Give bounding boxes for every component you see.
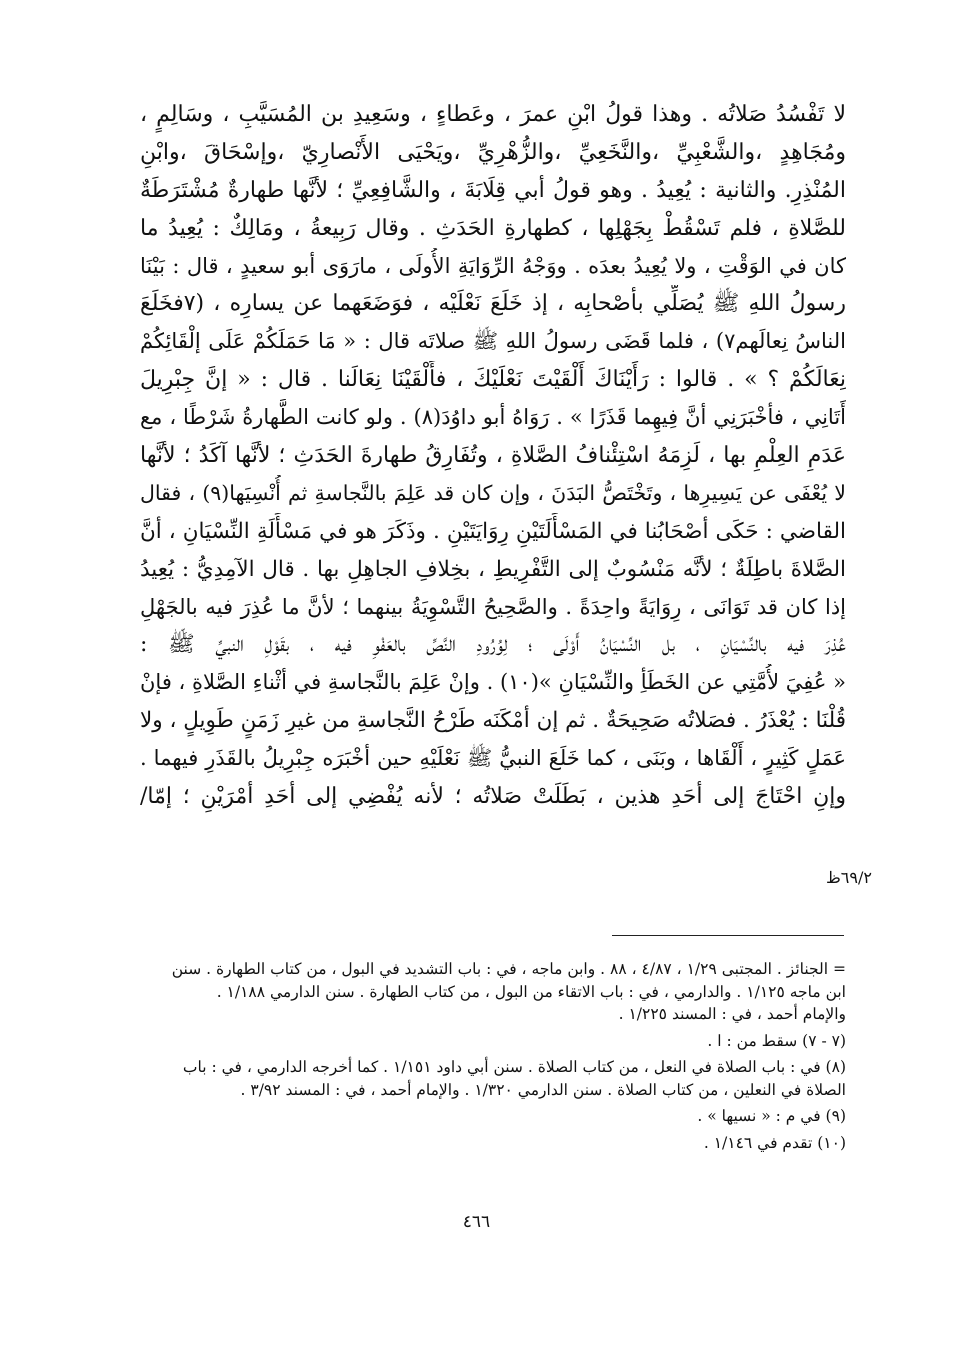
footnote-line: = الجنائز . المجتبى ١/٢٩ ، ٤/٨٧ ، ٨٨ . وابن ماجه ، في : باب التشديد في البول ، من كتاب الطهارة . سنن <box>171 960 846 978</box>
main-text-block <box>140 96 846 816</box>
footnote-line: (٩) في م : « نسيها » . <box>697 1107 846 1125</box>
footnote-line: (٧ - ٧) سقط من : ا . <box>707 1031 846 1050</box>
footnote <box>140 1132 846 1155</box>
text-line: ومُجَاهِدٍ ،والشَّعْبِيِّ ،والنَّخَعِيِّ ،والزُّهْرِيِّ ،ويَحْيَى الأَنْصارِيّ ،وإسْحَاقَ ،وابْنِ <box>140 139 846 165</box>
text-line: الصَّلاةَ باطِلَةٌ ؛ لأنَّه مَنْسُوبٌ إلى التَّفْرِيطِ ، بخِلافِ الجاهِلِ بها . قال الآمِدِيُّ : يُعِيدُ <box>140 556 846 582</box>
footnote-line: ابن ماجه ١/١٢٥ . والدارمي ، في : باب الاتقاء من البول ، من كتاب الطهارة . سنن الدارمي ١/١٨٨ . <box>216 982 846 1001</box>
footnote <box>140 1030 846 1053</box>
text-line: لا تَفْسُدُ صَلاتُه . وهذا قولُ ابْنِ عمرَ ، وعَطاءٍ ، وسَعِيدِ بن المُسَيَّبِ ، وسَالِمٍ ، <box>140 102 846 127</box>
text-line: للصَّلاةِ ، فلم تَسْقُطْ بِجَهْلِها ، كطهارةِ الحَدَثِ . وقال رَبِيعةُ ، ومَالِكٌ : يُعِيدُ ما <box>140 215 846 241</box>
text-line: إذا كان قد تَوَانَى ، رِوَايَةً واحِدَةً . والصَّحِيحُ التَّسْوِيَةُ بينهما ؛ لأنَّ ما عُذِرَ فيه بالجَهْلِ <box>140 594 846 619</box>
footnote-line: والإمام أحمد ، في : المسند ١/٢٢٥ . <box>618 1005 846 1023</box>
text-line: نِعَالَكُمْ ؟ » . قالوا : رَأَيْنَاكَ أَلْقَيْتَ نَعْلَيْكَ ، فأَلْقَيْنَا نِعَالَنا . قال : « إنَّ جِبْرِيلَ <box>140 367 846 393</box>
footnote-line: الصلاة في النعلين ، من كتاب الصلاة . سنن الدارمي ١/٣٢٠ . والإمام أحمد ، في : المسند ٣/٩٢ . <box>240 1080 846 1099</box>
text-line: المُنْذِرِ. والثانية : يُعِيدُ . وهو قولُ أبي قِلَابَةَ ، والشَّافِعِيِّ ؛ لأنَّها طهارةٌ مُشْتَرَطَةٌ <box>140 177 846 203</box>
footnote-line: (١٠) تقدم في ١/١٤٦ . <box>703 1133 846 1152</box>
text-line: القاضي : حَكَى أصْحَابُنا في المَسْأَلَتَيْنِ رِوَايَتَيْنِ . وذَكَرَ هو في مَسْأَلَةِ النِّسْيَانِ ، أنَّ <box>140 518 846 544</box>
text-line: الناسُ نِعالَهم٧) ، فلما قَضَى رسولُ اللهِ ﷺ صلاتَه قال : « مَا حَمَلَكُمْ عَلَى إلْقَائِكُمْ <box>140 329 846 354</box>
text-line: قُلْنَا : يُعْذَرُ . فصَلاتُه صَحِيحَةٌ . ثم إن أمْكَنَه طَرْحُ النَّجاسةِ من غيرِ زَمَنٍ طَوِيلٍ ، ولا <box>140 708 846 734</box>
manuscript-folio-note: ٦٩/٢ظ <box>826 868 872 887</box>
footnote <box>140 1056 846 1101</box>
footnote <box>140 1105 846 1128</box>
footnote <box>140 958 846 1026</box>
text-line: عُذِرَ فيه بالنِّسْيَانِ ، بل النِّسْيَانُ أَوْلَى ؛ لِوُرُودِ النَّصِّ بالعَفْوِ فيه ، بقَوْلِ النبيِّ ﷺ : <box>140 632 846 658</box>
text-line: كان في الوَقْتِ ، ولا يُعِيدُ بعدَه . ووَجْهُ الرِّوَايَةِ الأُولَى ، مارَوَى أبو سعيدٍ ، قال : بَيْنَا <box>140 253 846 278</box>
text-line: أَتَانِي ، فأخْبَرَنِي أنَّ فِيهِما قَذَرًا » . رَوَاهُ أبو داوُدَ(٨) . ولو كانت الطَّهارةُ شَرْطًا ، مع <box>140 405 846 430</box>
text-line: « عُفِيَ لأُمَّتِي عن الخَطَأِ والنِّسْيَانِ »(١٠) . وإنْ عَلِمَ بالنَّجاسةِ في أثْناءِ الصَّلاةِ ، فإنْ <box>140 670 846 695</box>
text-line: وإنِ احْتَاجَ إلى أحَدِ هذين ، بَطَلَتْ صَلاتُه ؛ لأنه يُفْضِي إلى أحَدِ أمْرَيْنِ ؛ إمّا/ <box>140 784 846 810</box>
text-line: رسولُ اللهِ ﷺ يُصَلِّي بأصْحابِه ، إذ خَلَعَ نَعْلَيْه ، فوَضَعَهما عن يسارِه ، (٧فخَلَعَ <box>140 291 846 317</box>
text-line: لا يُعْفَى عن يَسِيرِها ، وتَخْتَصُّ البَدَنَ ، وإن كان قد عَلِمَ بالنَّجاسةِ ثم أُنْسِيَها(٩) ، فقال <box>140 480 846 505</box>
text-line: عَمَلٍ كَثِيرٍ ، أَلْقَاها ، وبَنَى ، كما خَلَعَ النبيُّ ﷺ نَعْلَيْهِ حين أخْبَرَه جِبْرِيلُ بالقَذَرِ فيهما . <box>140 746 846 771</box>
footnotes-block <box>140 958 846 1154</box>
footnote-divider <box>612 935 844 936</box>
page-number: ٤٦٦ <box>462 1212 491 1232</box>
text-line: عَدَمِ العِلْمِ بها ، لَزِمَهُ اسْتِئْنافُ الصَّلاةِ ، وتُفَارِقُ طهارةَ الحَدَثِ ؛ لأنَّها آكَدُ ؛ لأنَّها <box>140 443 846 469</box>
footnote-line: (٨) في : باب الصلاة في النعل ، من كتاب الصلاة . سنن أبي داود ١/١٥١ . كما أخرجه الدارمي ، في : باب <box>182 1058 846 1076</box>
